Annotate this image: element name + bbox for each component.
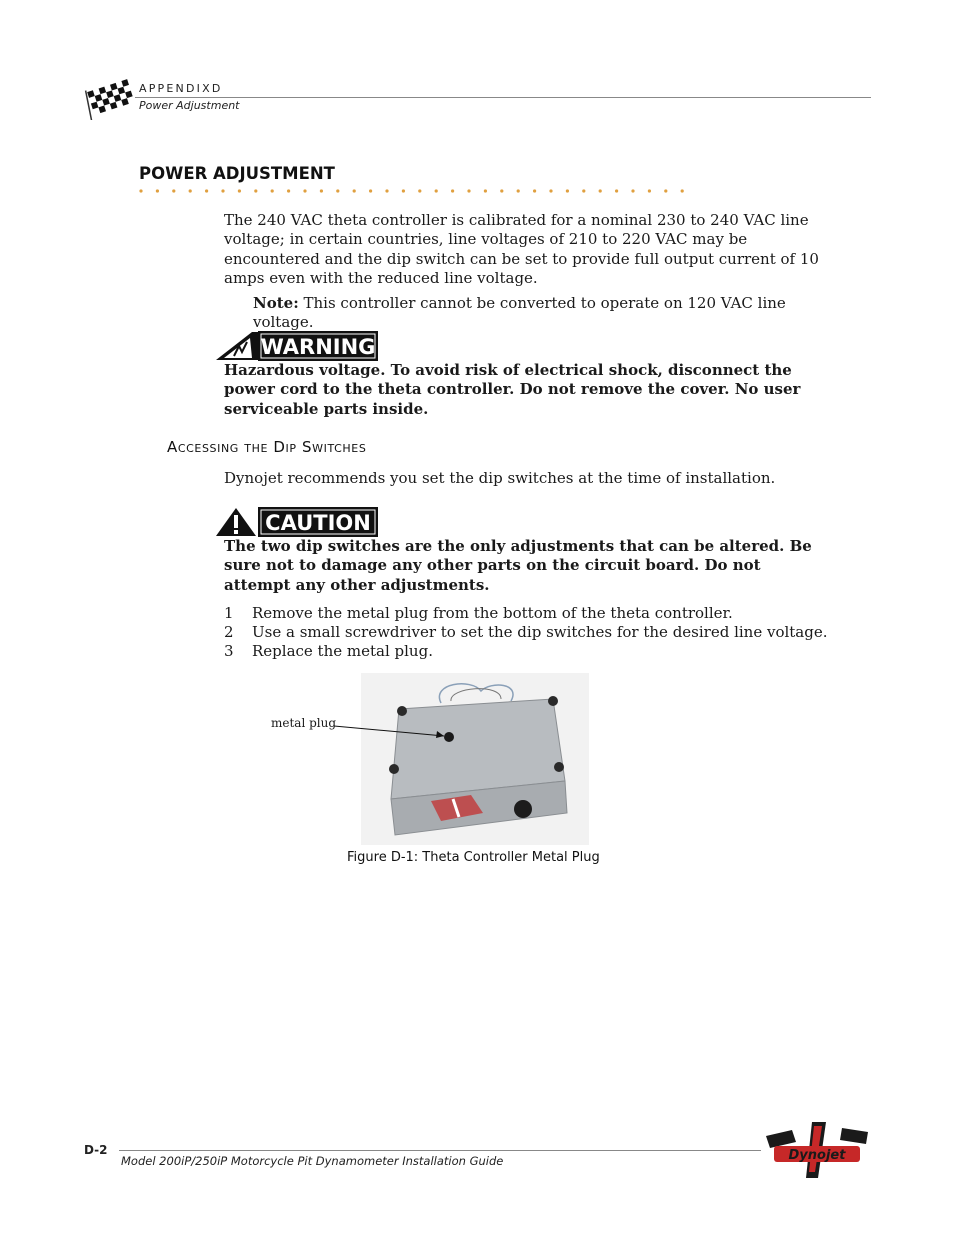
list-item: 3 Replace the metal plug.	[224, 642, 433, 660]
note-paragraph	[253, 294, 823, 333]
dotted-rule	[139, 187, 699, 195]
figure-caption: Figure D-1: Theta Controller Metal Plug	[347, 850, 600, 865]
list-item: 2 Use a small screwdriver to set the dip switches for the desired line voltage.	[224, 623, 828, 641]
warning-text: Hazardous voltage. To avoid risk of electrical shock, disconnect the power cord to the theta controller. Do not remove the cover. No user serviceable parts inside.	[224, 361, 801, 418]
warning-badge	[214, 330, 380, 362]
callout-label: metal plug	[271, 716, 337, 730]
list-item: 1 Remove the metal plug from the bottom of the theta controller.	[224, 604, 733, 622]
warning-label: WARNING	[260, 335, 376, 359]
page-number: D-2	[84, 1143, 108, 1157]
header-appendix-label: APPENDIXD	[139, 82, 223, 95]
intro-paragraph: The 240 VAC theta controller is calibrated for a nominal 230 to 240 VAC line voltage; in certain countries, line voltages of 210 to 220 VAC may be encountered and the dip switch can be set to provide full output current of 10 amps even with the reduced line voltage.	[224, 211, 819, 288]
note-label: Note:	[253, 294, 299, 312]
theta-controller-photo	[361, 673, 589, 845]
logo-text: Dynojet	[788, 1148, 846, 1163]
subsection-title: Accessing the Dip Switches	[167, 438, 367, 456]
dynojet-logo	[762, 1120, 872, 1182]
subsection-intro: Dynojet recommends you set the dip switches at the time of installation.	[224, 469, 776, 487]
header-rule	[135, 97, 871, 98]
checkered-flag-icon	[80, 76, 136, 120]
section-title: POWER ADJUSTMENT	[139, 164, 335, 183]
note-text: This controller cannot be converted to operate on 120 VAC line voltage.	[253, 294, 786, 332]
caution-label: CAUTION	[265, 511, 371, 535]
footer-doc-title: Model 200iP/250iP Motorcycle Pit Dynamometer Installation Guide	[121, 1154, 504, 1168]
steps-list	[224, 604, 844, 661]
caution-badge	[214, 506, 380, 538]
caution-text: The two dip switches are the only adjustments that can be altered. Be sure not to damage any other parts on the circuit board. Do not attempt any other adjustments.	[224, 537, 812, 594]
callout-arrow	[334, 722, 454, 742]
header-section-name: Power Adjustment	[139, 99, 240, 112]
footer-rule	[119, 1150, 761, 1151]
